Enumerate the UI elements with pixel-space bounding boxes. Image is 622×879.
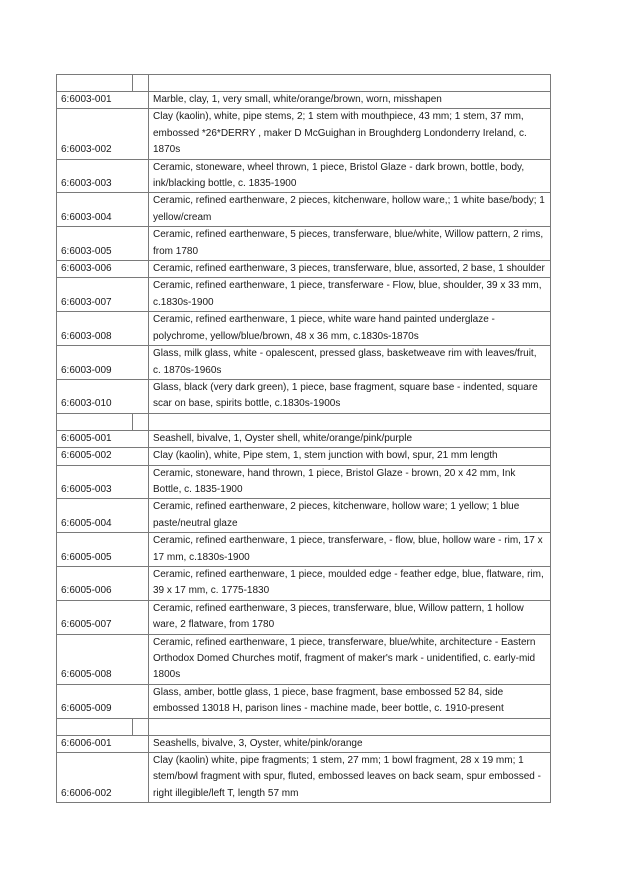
catalog-row: [57, 684, 551, 718]
catalog-row: [57, 261, 551, 278]
catalog-number: 6:6003-008: [57, 312, 149, 346]
catalog-number: 6:6005-001: [57, 430, 149, 447]
artifact-catalog-table: [56, 74, 551, 803]
catalog-number: 6:6005-004: [57, 499, 149, 533]
catalog-row: [57, 735, 551, 752]
artifact-description: Ceramic, stoneware, hand thrown, 1 piece, Bristol Glaze - brown, 20 x 42 mm, Ink Bottle, c. 1835-1900: [149, 465, 551, 499]
separator-cell: [149, 718, 551, 735]
separator-cell: [133, 718, 149, 735]
catalog-row: [57, 379, 551, 413]
catalog-row: [57, 346, 551, 380]
catalog-number: 6:6005-003: [57, 465, 149, 499]
artifact-description: Ceramic, stoneware, wheel thrown, 1 piece, Bristol Glaze - dark brown, bottle, body, ink/blacking bottle, c. 1835-1900: [149, 159, 551, 193]
separator-cell: [57, 413, 133, 430]
catalog-row: [57, 634, 551, 684]
artifact-description: Marble, clay, 1, very small, white/orange/brown, worn, misshapen: [149, 92, 551, 109]
catalog-number: 6:6005-002: [57, 448, 149, 465]
separator-row: [57, 413, 551, 430]
separator-cell: [57, 75, 133, 92]
artifact-description: Ceramic, refined earthenware, 1 piece, transferware, blue/white, architecture - Eastern Orthodox Domed Churches motif, fragment of maker's mark - unidentified, c. early-mid 1800s: [149, 634, 551, 684]
catalog-row: [57, 448, 551, 465]
artifact-description: Ceramic, refined earthenware, 1 piece, transferware, - flow, blue, hollow ware - rim, 17 x 17 mm, c.1830s-1900: [149, 533, 551, 567]
artifact-description: Clay (kaolin), white, pipe stems, 2; 1 stem with mouthpiece, 43 mm; 1 stem, 37 mm, embossed *26*DERRY , maker D McGuighan in Broughderg Londonderry Ireland, c. 1870s: [149, 109, 551, 159]
catalog-number: 6:6003-007: [57, 278, 149, 312]
artifact-description: Glass, milk glass, white - opalescent, pressed glass, basketweave rim with leaves/fruit, c. 1870s-1960s: [149, 346, 551, 380]
catalog-row: [57, 109, 551, 159]
catalog-number: 6:6003-004: [57, 193, 149, 227]
catalog-number: 6:6003-003: [57, 159, 149, 193]
artifact-description: Ceramic, refined earthenware, 3 pieces, transferware, blue, Willow pattern, 1 hollow ware, 2 flatware, from 1780: [149, 600, 551, 634]
separator-cell: [149, 413, 551, 430]
catalog-row: [57, 499, 551, 533]
artifact-description: Ceramic, refined earthenware, 5 pieces, transferware, blue/white, Willow pattern, 2 rims, from 1780: [149, 227, 551, 261]
catalog-number: 6:6003-001: [57, 92, 149, 109]
catalog-row: [57, 159, 551, 193]
separator-row: [57, 75, 551, 92]
catalog-row: [57, 753, 551, 803]
catalog-number: 6:6005-008: [57, 634, 149, 684]
artifact-description: Ceramic, refined earthenware, 1 piece, transferware - Flow, blue, shoulder, 39 x 33 mm, c.1830s-1900: [149, 278, 551, 312]
catalog-number: 6:6003-010: [57, 379, 149, 413]
artifact-description: Seashells, bivalve, 3, Oyster, white/pink/orange: [149, 735, 551, 752]
catalog-body: [57, 75, 551, 803]
catalog-row: [57, 430, 551, 447]
catalog-row: [57, 278, 551, 312]
catalog-number: 6:6006-001: [57, 735, 149, 752]
catalog-number: 6:6005-006: [57, 566, 149, 600]
catalog-number: 6:6003-009: [57, 346, 149, 380]
artifact-description: Glass, amber, bottle glass, 1 piece, base fragment, base embossed 52 84, side embossed 13018 H, parison lines - machine made, beer bottle, c. 1910-present: [149, 684, 551, 718]
artifact-description: Seashell, bivalve, 1, Oyster shell, white/orange/pink/purple: [149, 430, 551, 447]
catalog-number: 6:6003-006: [57, 261, 149, 278]
catalog-row: [57, 227, 551, 261]
catalog-number: 6:6003-002: [57, 109, 149, 159]
artifact-description: Ceramic, refined earthenware, 2 pieces, kitchenware, hollow ware,; 1 white base/body; 1 yellow/cream: [149, 193, 551, 227]
catalog-row: [57, 92, 551, 109]
separator-cell: [133, 413, 149, 430]
catalog-number: 6:6005-007: [57, 600, 149, 634]
catalog-row: [57, 193, 551, 227]
catalog-row: [57, 465, 551, 499]
catalog-row: [57, 533, 551, 567]
catalog-number: 6:6006-002: [57, 753, 149, 803]
artifact-description: Ceramic, refined earthenware, 2 pieces, kitchenware, hollow ware; 1 yellow; 1 blue paste/neutral glaze: [149, 499, 551, 533]
catalog-row: [57, 312, 551, 346]
separator-cell: [57, 718, 133, 735]
separator-cell: [149, 75, 551, 92]
artifact-description: Clay (kaolin) white, pipe fragments; 1 stem, 27 mm; 1 bowl fragment, 28 x 19 mm; 1 stem/bowl fragment with spur, fluted, embossed leaves on back seam, spur embossed - right illegible/left T, length 57 mm: [149, 753, 551, 803]
catalog-row: [57, 566, 551, 600]
separator-cell: [133, 75, 149, 92]
catalog-number: 6:6005-009: [57, 684, 149, 718]
catalog-row: [57, 600, 551, 634]
artifact-description: Ceramic, refined earthenware, 1 piece, white ware hand painted underglaze - polychrome, yellow/blue/brown, 48 x 36 mm, c.1830s-1870s: [149, 312, 551, 346]
artifact-description: Glass, black (very dark green), 1 piece, base fragment, square base - indented, square scar on base, spirits bottle, c.1830s-1900s: [149, 379, 551, 413]
artifact-description: Ceramic, refined earthenware, 1 piece, moulded edge - feather edge, blue, flatware, rim, 39 x 17 mm, c. 1775-1830: [149, 566, 551, 600]
catalog-number: 6:6005-005: [57, 533, 149, 567]
separator-row: [57, 718, 551, 735]
catalog-number: 6:6003-005: [57, 227, 149, 261]
artifact-description: Clay (kaolin), white, Pipe stem, 1, stem junction with bowl, spur, 21 mm length: [149, 448, 551, 465]
artifact-description: Ceramic, refined earthenware, 3 pieces, transferware, blue, assorted, 2 base, 1 shoulder: [149, 261, 551, 278]
